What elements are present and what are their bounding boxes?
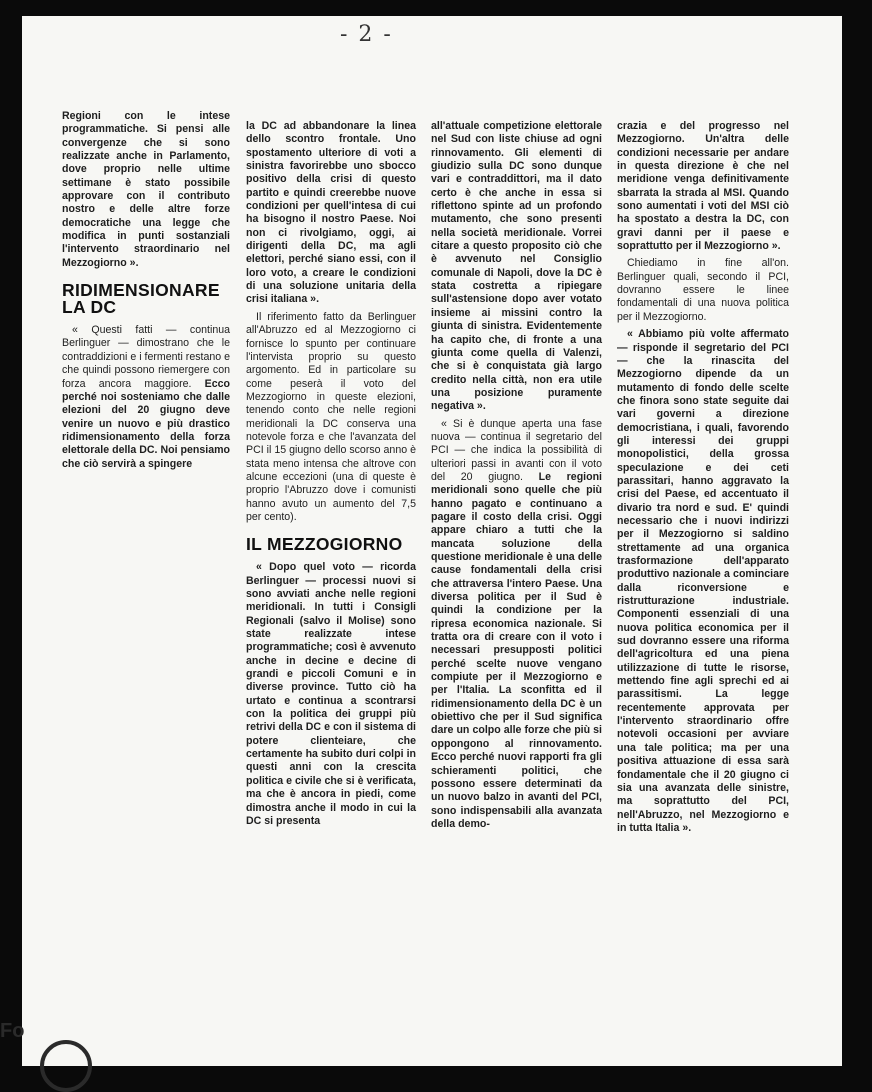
archive-watermark: Fo — [0, 1020, 25, 1042]
paragraph-part: « Si è dunque aperta una fase nuova — continua il segretario del PCI — che indica la possibilità di ulteriori passi in avanti con il voto del 20 giugno. — [431, 417, 602, 483]
paragraph-part-bold: Le regioni meridionali sono quelle che più hanno pagato e continuano a pagare il costo della crisi. Oggi appare chiaro a tutti che la mancata soluzione della questione meridionale è una delle cause fondamentali della crisi che attraversa l'intero Paese. Una diversa politica per il Sud è quindi la condizione per la ripresa economica nazionale. Si tratta ora di creare con il voto i necessari presupposti politici perché scelte nuove vengano compiute per il Mezzogiorno e per l'Italia. La sconfitta ed il ridimensionamento della DC è un obiettivo che per il Sud significa dare un colpo alle forze che più si oppongono al rinnovamento. Ecco perché nuovi rapporti fra gli schieramenti politici, che possono essere determinati da un nuovo balzo in avanti del PCI, sono indispensabili alla avanzata della demo- — [431, 470, 602, 830]
section-heading-ridimensionare: RIDIMENSIONARE LA DC — [62, 280, 220, 318]
page-number: - 2 - — [340, 22, 393, 47]
paragraph-part: « Questi fatti — continua Berlinguer — dimostrano che le contraddizioni e i fermenti restano e che quindi possono riemergere con forza ancora maggiore. — [62, 324, 230, 390]
watermark-circle-icon — [40, 1040, 92, 1092]
paragraph: « Abbiamo più volte affermato — risponde il segretario del PCI — che la rinascita del Mezzogiorno dipende da un mutamento di fondo delle scelte che finora sono state seguite dai vari governi a direzione democristiana, i quali, favorendo gli interessi dei gruppi monopolistici, della grossa speculazione e dei ceti parassitari, hanno aggravato la crisi del Paese, ed accentuato il divario tra nord e sud. E' quindi necessario che i nuovi indirizzi per il Mezzogiorno si saldino strettamente ad una organica trasformazione dell'apparato produttivo nazionale a cominciare dalla riconversione e ristrutturazione industriale. Componenti essenziali di una nuova politica economica per il sud dovranno essere una riforma dell'agricoltura ed una piena utilizzazione di tutte le risorse, mettendo fine agli sprechi ed ai parassitismi. La legge recentemente approvata per l'intervento straordinario offre notevoli occasioni per avviare una tale politica; ma per una positiva attuazione di essa sarà fondamentale che il 20 giugno ci sia una avanzata delle sinistre, ma soprattutto del PCI, nell'Abruzzo, nel Mezzogiorno e in tutta Italia ». — [617, 328, 789, 834]
paragraph: Chiediamo in fine all'on. Berlinguer quali, secondo il PCI, dovranno essere le linee fondamentali di una nuova politica per il Mezzogiorno. — [617, 257, 789, 323]
paragraph: Il riferimento fatto da Berlinguer all'Abruzzo ed al Mezzogiorno ci fornisce lo spunto per continuare l'intervista proprio su questo argomento. Ed in particolare su come peserà il voto del Mezzogiorno in queste elezioni, tenendo conto che nelle regioni meridionali la DC conserva una notevole forza e che l'avanzata del PCI il 15 giugno dello scorso anno è stata meno intensa che altrove con alcune eccezioni (una di queste è proprio l'Abruzzo dove i comunisti hanno avuto un aumento del 7,5 per cento). — [246, 310, 416, 523]
article-column-1 — [62, 110, 230, 475]
article-column-3 — [431, 120, 602, 835]
paragraph: Regioni con le intese programmatiche. Si pensi alle convergenze che si sono realizzate anche in Parlamento, dove proprio nelle ultime settimane è stato possibile approvare con il contributo nostro e delle altre forze democratiche una legge che modifica in punti sostanziali l'intervento straordinario nel Mezzogiorno ». — [62, 110, 230, 269]
paragraph — [62, 324, 230, 471]
paragraph: all'attuale competizione elettorale nel Sud con liste chiuse ad ogni rinnovamento. Gli elementi di giudizio sulla DC sono dunque vari e contraddittori, ma il dato certo è che anche in essa si riflettono spinte ad un profondo mutamento, che sono presenti nella società meridionale. Vorrei citare a questo proposito ciò che è avvenuto nel Consiglio comunale di Napoli, dove la DC è stata costretta a ripiegare sull'astensione dopo aver votato insieme ai missini contro la giunta di sinistra. Evidentemente ha capito che, di fronte a una giunta come quella di Valenzi, che si è conquistata già largo credito nella città, non era utile una posizione puramente negativa ». — [431, 120, 602, 413]
paragraph: « Dopo quel voto — ricorda Berlinguer — processi nuovi si sono avviati anche nelle regioni meridionali. In tutti i Consigli Regionali (salvo il Molise) sono state realizzate intese programmatiche; così è avvenuto anche in decine e decine di grandi e piccoli Comuni e in diverse province. Tutto ciò ha urtato e continua a scontrarsi con la politica dei gruppi più retrivi della DC e con il sistema di potere clienteiare, che certamente ha subito duri colpi in questi anni con la crescita politica e civile che si è verificata, ma che è ancora in piedi, come dimostra anche il modo in cui la DC si presenta — [246, 561, 416, 827]
article-column-2 — [246, 120, 416, 832]
paragraph: crazia e del progresso nel Mezzogiorno. Un'altra delle condizioni necessarie per andare in questa direzione è che nel meridione venga definitivamente sbarrata la strada al MSI. Quando sono aumentati i voti del MSI ciò ha spostato a destra la DC, con gravi danni per il paese e soprattutto per il Mezzogiorno ». — [617, 120, 789, 253]
paragraph-part-bold: Ecco perché noi sosteniamo che dalle elezioni del 20 giugno deve venire un nuovo e più drastico ridimensionamento della forza elettorale della DC. Noi pensiamo che ciò servirà a spingere — [62, 377, 230, 470]
paragraph — [431, 418, 602, 832]
section-heading-mezzogiorno: IL MEZZOGIORNO — [246, 534, 403, 555]
paragraph: la DC ad abbandonare la linea dello scontro frontale. Uno spostamento ulteriore di voti a sinistra favorirebbe uno sbocco positivo della crisi di questo partito e quindi creerebbe nuove condizioni per quell'intesa di cui ha bisogno il nostro Paese. Noi non ci rivolgiamo, oggi, ai dirigenti della DC, ma agli elettori, perché siano essi, con il loro voto, a creare le condizioni di una soluzione unitaria della crisi italiana ». — [246, 120, 416, 306]
article-column-4 — [617, 120, 789, 839]
